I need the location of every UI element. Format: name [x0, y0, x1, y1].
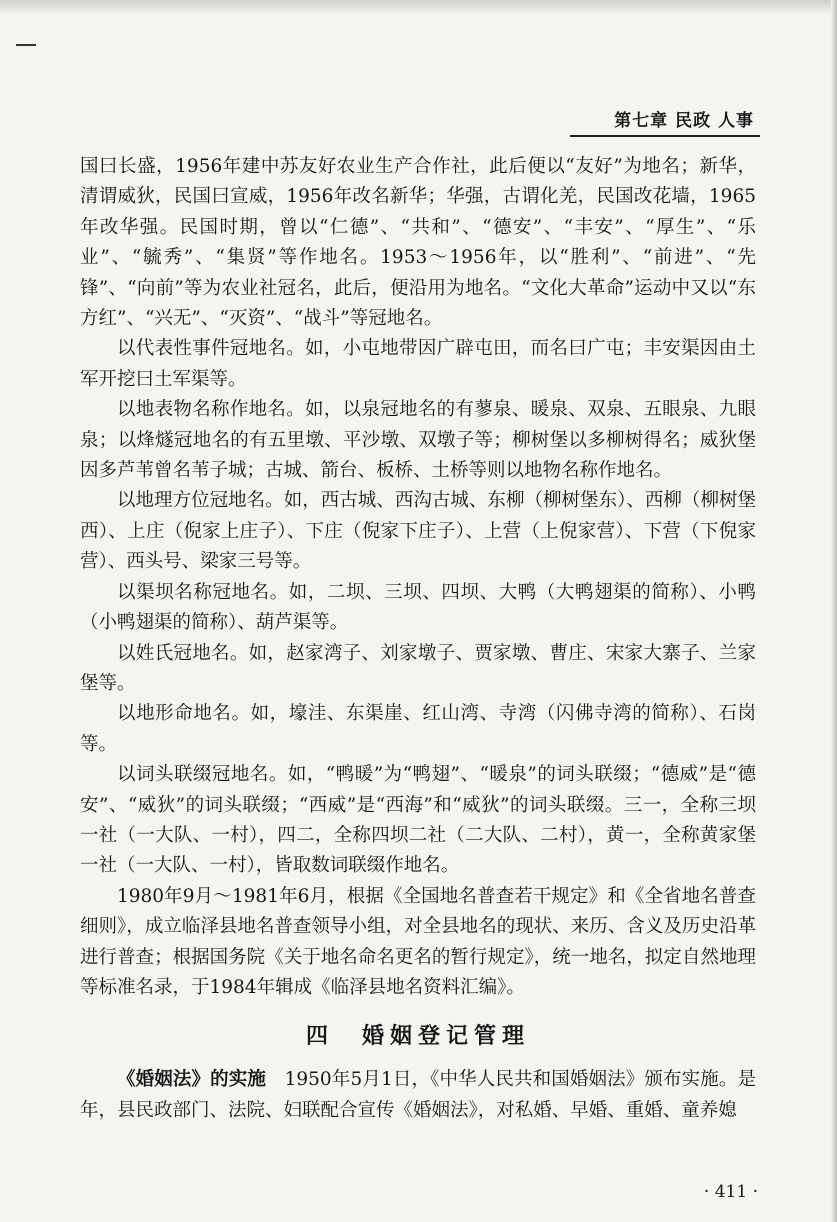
header-rule [570, 135, 760, 137]
paragraph-8: 以词头联缀冠地名。如，“鸭暖”为“鸭翅”、“暖泉”的词头联缀；“德威”是“德安”、“威狄”的词头联缀；“西威”是“西海”和“威狄”的词头联缀。三一，全称三坝一社（一大队、一村），四二，全称四坝二社（二大队、二村），黄一，全称黄家堡一社（一大队、一村），皆取数词联缀作地名。 [80, 764, 756, 877]
section-title: 四 婚姻登记管理 [305, 1023, 530, 1050]
paragraph-1: 国曰长盛，1956年建中苏友好农业生产合作社，此后便以“友好”为地名；新华，清谓威狄，民国曰宣威，1956年改名新华；华强，古谓化羌，民国改花墙，1965年改华强。民国时期，曾以“仁德”、“共和”、“德安”、“丰安”、“厚生”、“乐业”、“毓秀”、“集贤”等作地名。1953～1956年，以“胜利”、“前进”、“先锋”、“向前”等为农业社冠名，此后，便沿用为地名。“文化大革命”运动中又以“东方红”、“兴无”、“灭资”、“战斗”等冠地名。 [80, 156, 756, 330]
page-number: · 411 · [703, 1182, 758, 1202]
paragraph-3: 以地表物名称作地名。如，以泉冠地名的有蓼泉、暖泉、双泉、五眼泉、九眼泉；以烽燧冠地名的有五里墩、平沙墩、双墩子等；柳树堡以多柳树得名；威狄堡因多芦苇曾名苇子城；古城、箭台、板桥、土桥等则以地物名称作地名。 [80, 399, 756, 482]
paragraph-5: 以渠坝名称冠地名。如，二坝、三坝、四坝、大鸭（大鸭翅渠的简称）、小鸭（小鸭翅渠的简称）、葫芦渠等。 [80, 581, 756, 634]
paragraph-10-text: 1950年5月1日，《中华人民共和国婚姻法》颁布实施。是年，县民政部门、法院、妇联配合宣传《婚姻法》，对私婚、早婚、重婚、童养媳 [80, 1069, 756, 1121]
paragraph-4: 以地理方位冠地名。如，西古城、西沟古城、东柳（柳树堡东）、西柳（柳树堡西）、上庄（倪家上庄子）、下庄（倪家下庄子）、上营（上倪家营）、下营（下倪家营）、西头号、梁家三号等。 [80, 490, 756, 573]
scan-right-edge [831, 0, 837, 1222]
running-header: 第七章 民政 人事 [614, 111, 754, 131]
paragraph-10 [80, 1065, 756, 1126]
page-body [80, 152, 756, 1126]
corner-mark [16, 44, 36, 46]
paragraph-9: 1980年9月～1981年6月，根据《全国地名普查若干规定》和《全省地名普查细则》，成立临泽县地名普查领导小组，对全县地名的现状、来历、含义及历史沿革进行普查；根据国务院《关于地名命名更名的暂行规定》，统一地名，拟定自然地理等标准名录，于1984年辑成《临泽县地名资料汇编》。 [80, 885, 756, 998]
scan-top-edge [0, 0, 837, 14]
paragraph-7: 以地形命地名。如，壕洼、东渠崖、红山湾、寺湾（闪佛寺湾的简称）、石岗等。 [80, 703, 756, 755]
paragraph-2: 以代表性事件冠地名。如，小屯地带因广辟屯田，而名曰广屯；丰安渠因由土军开挖曰土军渠等。 [80, 338, 756, 390]
paragraph-6: 以姓氏冠地名。如，赵家湾子、刘家墩子、贾家墩、曹庄、宋家大寨子、兰家堡等。 [80, 642, 756, 694]
paragraph-10-lead: 《婚姻法》的实施 [117, 1069, 266, 1091]
